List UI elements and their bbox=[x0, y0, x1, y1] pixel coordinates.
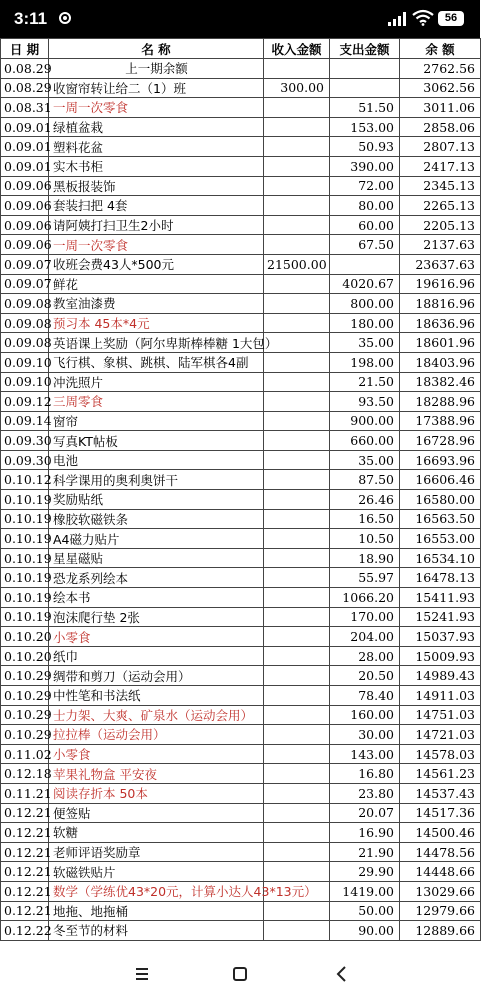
cell-income bbox=[264, 823, 330, 843]
cell-balance: 23637.63 bbox=[400, 254, 481, 274]
cell-expense: 78.40 bbox=[330, 686, 400, 706]
cell-balance: 16563.50 bbox=[400, 509, 481, 529]
cell-balance: 18288.96 bbox=[400, 392, 481, 412]
cell-expense: 51.50 bbox=[330, 98, 400, 118]
cell-expense: 26.46 bbox=[330, 490, 400, 510]
table-row bbox=[1, 176, 481, 196]
cell-balance: 17388.96 bbox=[400, 411, 481, 431]
cell-expense: 660.00 bbox=[330, 431, 400, 451]
table-row bbox=[1, 372, 481, 392]
cell-expense: 29.90 bbox=[330, 862, 400, 882]
cell-date: 0.12.22 bbox=[1, 921, 49, 941]
table-row bbox=[1, 842, 481, 862]
cell-income bbox=[264, 156, 330, 176]
table-row bbox=[1, 725, 481, 745]
cell-name: 套装扫把 4套 bbox=[49, 196, 264, 216]
cell-income bbox=[264, 98, 330, 118]
cell-date: 0.10.19 bbox=[1, 607, 49, 627]
cell-expense: 21.90 bbox=[330, 842, 400, 862]
cell-name: 绿植盆栽 bbox=[49, 117, 264, 137]
cell-balance: 16728.96 bbox=[400, 431, 481, 451]
table-row bbox=[1, 215, 481, 235]
table-row bbox=[1, 686, 481, 706]
cell-balance: 14561.23 bbox=[400, 764, 481, 784]
cell-balance: 18601.96 bbox=[400, 333, 481, 353]
cell-date: 0.09.14 bbox=[1, 411, 49, 431]
cell-income bbox=[264, 529, 330, 549]
cell-income bbox=[264, 411, 330, 431]
cell-income: 21500.00 bbox=[264, 254, 330, 274]
cell-expense: 35.00 bbox=[330, 450, 400, 470]
cell-name: 小零食 bbox=[49, 627, 264, 647]
cell-name: 电池 bbox=[49, 450, 264, 470]
cell-balance: 3011.06 bbox=[400, 98, 481, 118]
cell-name: 塑料花盆 bbox=[49, 137, 264, 157]
cell-date: 0.09.10 bbox=[1, 352, 49, 372]
cell-expense: 60.00 bbox=[330, 215, 400, 235]
cell-income bbox=[264, 196, 330, 216]
navigation-bar bbox=[0, 947, 480, 999]
table-row bbox=[1, 627, 481, 647]
ledger-table bbox=[0, 38, 481, 941]
table-row bbox=[1, 411, 481, 431]
cell-name: 地拖、地拖桶 bbox=[49, 901, 264, 921]
cell-date: 0.10.19 bbox=[1, 568, 49, 588]
cell-name: 预习本 45本*4元 bbox=[49, 313, 264, 333]
cell-expense: 93.50 bbox=[330, 392, 400, 412]
status-time: 3:11 bbox=[14, 9, 48, 28]
cell-income bbox=[264, 901, 330, 921]
cell-expense: 72.00 bbox=[330, 176, 400, 196]
header-date: 日 期 bbox=[1, 39, 49, 59]
cell-expense: 30.00 bbox=[330, 725, 400, 745]
table-row bbox=[1, 705, 481, 725]
cell-expense: 20.07 bbox=[330, 803, 400, 823]
table-row bbox=[1, 548, 481, 568]
header-expense: 支出金额 bbox=[330, 39, 400, 59]
cell-date: 0.10.20 bbox=[1, 646, 49, 666]
cell-balance: 15241.93 bbox=[400, 607, 481, 627]
cell-income bbox=[264, 666, 330, 686]
cell-date: 0.10.20 bbox=[1, 627, 49, 647]
cell-date: 0.12.21 bbox=[1, 862, 49, 882]
cell-balance: 16580.00 bbox=[400, 490, 481, 510]
cell-balance: 16553.00 bbox=[400, 529, 481, 549]
cell-date: 0.12.21 bbox=[1, 901, 49, 921]
cell-date: 0.10.19 bbox=[1, 490, 49, 510]
cell-expense: 18.90 bbox=[330, 548, 400, 568]
table-row bbox=[1, 392, 481, 412]
cell-name: 飞行棋、象棋、跳棋、陆军棋各4副 bbox=[49, 352, 264, 372]
cell-name: 士力架、大爽、矿泉水（运动会用） bbox=[49, 705, 264, 725]
cell-balance: 14500.46 bbox=[400, 823, 481, 843]
cell-date: 0.10.19 bbox=[1, 548, 49, 568]
cell-date: 0.08.29 bbox=[1, 59, 49, 79]
cell-date: 0.11.21 bbox=[1, 783, 49, 803]
cell-name: 收班会费43人*500元 bbox=[49, 254, 264, 274]
cell-income bbox=[264, 725, 330, 745]
signal-icon bbox=[388, 12, 408, 26]
cell-income bbox=[264, 627, 330, 647]
table-row bbox=[1, 450, 481, 470]
cell-expense: 143.00 bbox=[330, 744, 400, 764]
cell-name: 星星磁贴 bbox=[49, 548, 264, 568]
table-row bbox=[1, 529, 481, 549]
table-row bbox=[1, 156, 481, 176]
table-row bbox=[1, 470, 481, 490]
cell-balance: 14751.03 bbox=[400, 705, 481, 725]
cell-name: 冬至节的材料 bbox=[49, 921, 264, 941]
table-row bbox=[1, 98, 481, 118]
table-row bbox=[1, 607, 481, 627]
cell-name: 窗帘 bbox=[49, 411, 264, 431]
table-row bbox=[1, 137, 481, 157]
cell-date: 0.09.07 bbox=[1, 254, 49, 274]
cell-date: 0.09.01 bbox=[1, 117, 49, 137]
home-icon[interactable] bbox=[229, 963, 251, 985]
cell-name: A4磁力贴片 bbox=[49, 529, 264, 549]
cell-balance: 14517.36 bbox=[400, 803, 481, 823]
cell-expense: 900.00 bbox=[330, 411, 400, 431]
cell-expense bbox=[330, 59, 400, 79]
table-row bbox=[1, 117, 481, 137]
cell-expense: 87.50 bbox=[330, 470, 400, 490]
table-row bbox=[1, 490, 481, 510]
cell-income bbox=[264, 548, 330, 568]
cell-name: 鲜花 bbox=[49, 274, 264, 294]
cell-expense: 153.00 bbox=[330, 117, 400, 137]
menu-icon[interactable] bbox=[131, 963, 153, 985]
cell-income bbox=[264, 372, 330, 392]
cell-date: 0.09.12 bbox=[1, 392, 49, 412]
cell-date: 0.09.30 bbox=[1, 431, 49, 451]
cell-name: 一周一次零食 bbox=[49, 98, 264, 118]
cell-date: 0.12.21 bbox=[1, 881, 49, 901]
cell-date: 0.08.29 bbox=[1, 78, 49, 98]
cell-name: 三周零食 bbox=[49, 392, 264, 412]
cell-date: 0.10.19 bbox=[1, 509, 49, 529]
cell-expense: 28.00 bbox=[330, 646, 400, 666]
table-row bbox=[1, 59, 481, 79]
cell-balance: 3062.56 bbox=[400, 78, 481, 98]
cell-balance: 14537.43 bbox=[400, 783, 481, 803]
cell-balance: 2762.56 bbox=[400, 59, 481, 79]
cell-date: 0.10.29 bbox=[1, 725, 49, 745]
table-row bbox=[1, 666, 481, 686]
cell-date: 0.12.21 bbox=[1, 823, 49, 843]
cell-expense: 180.00 bbox=[330, 313, 400, 333]
table-header-row bbox=[1, 39, 481, 59]
cell-name: 软糖 bbox=[49, 823, 264, 843]
cell-date: 0.11.02 bbox=[1, 744, 49, 764]
header-name: 名 称 bbox=[49, 39, 264, 59]
cell-balance: 18382.46 bbox=[400, 372, 481, 392]
table-row bbox=[1, 862, 481, 882]
cell-expense: 23.80 bbox=[330, 783, 400, 803]
cell-expense: 204.00 bbox=[330, 627, 400, 647]
cell-name: 收窗帘转让给二（1）班 bbox=[49, 78, 264, 98]
cell-balance: 2205.13 bbox=[400, 215, 481, 235]
cell-balance: 2858.06 bbox=[400, 117, 481, 137]
cell-balance: 18636.96 bbox=[400, 313, 481, 333]
cell-income bbox=[264, 646, 330, 666]
cell-date: 0.10.29 bbox=[1, 666, 49, 686]
table-row bbox=[1, 568, 481, 588]
cell-income bbox=[264, 215, 330, 235]
cell-balance: 16534.10 bbox=[400, 548, 481, 568]
cell-name: 教室油漆费 bbox=[49, 294, 264, 314]
ledger-body bbox=[1, 59, 481, 941]
cell-name: 奖励贴纸 bbox=[49, 490, 264, 510]
cell-balance: 14721.03 bbox=[400, 725, 481, 745]
cell-date: 0.09.06 bbox=[1, 215, 49, 235]
cell-balance: 14448.66 bbox=[400, 862, 481, 882]
cell-expense bbox=[330, 78, 400, 98]
cell-date: 0.10.19 bbox=[1, 588, 49, 608]
cell-balance: 14911.03 bbox=[400, 686, 481, 706]
cell-income bbox=[264, 588, 330, 608]
cell-balance: 2345.13 bbox=[400, 176, 481, 196]
cell-income bbox=[264, 509, 330, 529]
cell-name: 绘本书 bbox=[49, 588, 264, 608]
notification-icon bbox=[58, 11, 72, 25]
cell-expense: 16.50 bbox=[330, 509, 400, 529]
cell-income bbox=[264, 803, 330, 823]
cell-expense: 35.00 bbox=[330, 333, 400, 353]
cell-income bbox=[264, 313, 330, 333]
cell-balance: 16606.46 bbox=[400, 470, 481, 490]
cell-name: 写真KT帖板 bbox=[49, 431, 264, 451]
table-row bbox=[1, 588, 481, 608]
cell-income bbox=[264, 450, 330, 470]
cell-expense: 21.50 bbox=[330, 372, 400, 392]
cell-date: 0.08.31 bbox=[1, 98, 49, 118]
back-icon[interactable] bbox=[331, 963, 353, 985]
cell-date: 0.10.29 bbox=[1, 705, 49, 725]
cell-balance: 15009.93 bbox=[400, 646, 481, 666]
cell-expense: 390.00 bbox=[330, 156, 400, 176]
cell-name: 科学课用的奥利奥饼干 bbox=[49, 470, 264, 490]
table-row bbox=[1, 783, 481, 803]
cell-balance: 2807.13 bbox=[400, 137, 481, 157]
cell-balance: 18403.96 bbox=[400, 352, 481, 372]
cell-date: 0.09.08 bbox=[1, 294, 49, 314]
cell-name: 实木书柜 bbox=[49, 156, 264, 176]
cell-income bbox=[264, 59, 330, 79]
cell-balance: 14478.56 bbox=[400, 842, 481, 862]
cell-balance: 16693.96 bbox=[400, 450, 481, 470]
cell-name: 中性笔和书法纸 bbox=[49, 686, 264, 706]
cell-expense: 50.00 bbox=[330, 901, 400, 921]
table-row bbox=[1, 744, 481, 764]
cell-expense: 160.00 bbox=[330, 705, 400, 725]
cell-expense: 10.50 bbox=[330, 529, 400, 549]
cell-income bbox=[264, 235, 330, 255]
cell-balance: 15411.93 bbox=[400, 588, 481, 608]
cell-balance: 19616.96 bbox=[400, 274, 481, 294]
cell-name: 请阿姨打扫卫生2小时 bbox=[49, 215, 264, 235]
cell-expense: 1066.20 bbox=[330, 588, 400, 608]
cell-expense: 67.50 bbox=[330, 235, 400, 255]
cell-name: 纸巾 bbox=[49, 646, 264, 666]
cell-income bbox=[264, 686, 330, 706]
cell-name: 恐龙系列绘本 bbox=[49, 568, 264, 588]
cell-date: 0.09.08 bbox=[1, 333, 49, 353]
table-row bbox=[1, 78, 481, 98]
table-row bbox=[1, 274, 481, 294]
cell-income: 300.00 bbox=[264, 78, 330, 98]
table-row bbox=[1, 254, 481, 274]
cell-expense: 170.00 bbox=[330, 607, 400, 627]
cell-income bbox=[264, 431, 330, 451]
cell-balance: 14989.43 bbox=[400, 666, 481, 686]
cell-balance: 2137.63 bbox=[400, 235, 481, 255]
cell-income bbox=[264, 862, 330, 882]
cell-expense: 1419.00 bbox=[330, 881, 400, 901]
cell-balance: 18816.96 bbox=[400, 294, 481, 314]
table-row bbox=[1, 901, 481, 921]
cell-name: 上一期余额 bbox=[49, 59, 264, 79]
cell-balance: 14578.03 bbox=[400, 744, 481, 764]
cell-income bbox=[264, 783, 330, 803]
cell-date: 0.10.29 bbox=[1, 686, 49, 706]
wifi-icon bbox=[412, 10, 434, 26]
cell-date: 0.09.10 bbox=[1, 372, 49, 392]
cell-income bbox=[264, 392, 330, 412]
cell-income bbox=[264, 117, 330, 137]
cell-balance: 16478.13 bbox=[400, 568, 481, 588]
table-row bbox=[1, 294, 481, 314]
table-row bbox=[1, 431, 481, 451]
table-row bbox=[1, 352, 481, 372]
table-row bbox=[1, 313, 481, 333]
cell-income bbox=[264, 842, 330, 862]
cell-date: 0.12.21 bbox=[1, 803, 49, 823]
cell-income bbox=[264, 137, 330, 157]
cell-income bbox=[264, 352, 330, 372]
cell-name: 橡胶软磁铁条 bbox=[49, 509, 264, 529]
cell-name: 一周一次零食 bbox=[49, 235, 264, 255]
header-income: 收入金额 bbox=[264, 39, 330, 59]
table-row bbox=[1, 764, 481, 784]
cell-expense: 80.00 bbox=[330, 196, 400, 216]
cell-income bbox=[264, 470, 330, 490]
cell-balance: 2417.13 bbox=[400, 156, 481, 176]
cell-date: 0.12.21 bbox=[1, 842, 49, 862]
cell-expense: 20.50 bbox=[330, 666, 400, 686]
cell-name: 泡沫爬行垫 2张 bbox=[49, 607, 264, 627]
cell-name: 冲洗照片 bbox=[49, 372, 264, 392]
cell-expense: 16.80 bbox=[330, 764, 400, 784]
cell-name: 黑板报装饰 bbox=[49, 176, 264, 196]
cell-expense: 198.00 bbox=[330, 352, 400, 372]
cell-expense: 4020.67 bbox=[330, 274, 400, 294]
table-row bbox=[1, 921, 481, 941]
cell-income bbox=[264, 568, 330, 588]
cell-date: 0.09.06 bbox=[1, 235, 49, 255]
cell-expense: 50.93 bbox=[330, 137, 400, 157]
cell-income bbox=[264, 176, 330, 196]
cell-income bbox=[264, 490, 330, 510]
cell-date: 0.09.07 bbox=[1, 274, 49, 294]
cell-name: 软磁铁贴片 bbox=[49, 862, 264, 882]
cell-balance: 12889.66 bbox=[400, 921, 481, 941]
cell-income bbox=[264, 764, 330, 784]
cell-balance: 15037.93 bbox=[400, 627, 481, 647]
cell-name: 英语课上奖励（阿尔卑斯棒棒糖 1大包） bbox=[49, 333, 264, 353]
cell-name: 老师评语奖励章 bbox=[49, 842, 264, 862]
cell-name: 小零食 bbox=[49, 744, 264, 764]
table-row bbox=[1, 646, 481, 666]
cell-name: 苹果礼物盒 平安夜 bbox=[49, 764, 264, 784]
cell-date: 0.09.06 bbox=[1, 196, 49, 216]
cell-date: 0.09.08 bbox=[1, 313, 49, 333]
status-bar bbox=[0, 0, 480, 38]
cell-income bbox=[264, 274, 330, 294]
cell-expense: 90.00 bbox=[330, 921, 400, 941]
cell-balance: 13029.66 bbox=[400, 881, 481, 901]
cell-balance: 2265.13 bbox=[400, 196, 481, 216]
battery-icon: 56 bbox=[438, 11, 464, 26]
table-row bbox=[1, 333, 481, 353]
cell-expense bbox=[330, 254, 400, 274]
cell-date: 0.10.19 bbox=[1, 529, 49, 549]
cell-income bbox=[264, 744, 330, 764]
cell-expense: 800.00 bbox=[330, 294, 400, 314]
header-balance: 余 额 bbox=[400, 39, 481, 59]
cell-date: 0.09.01 bbox=[1, 137, 49, 157]
cell-date: 0.09.06 bbox=[1, 176, 49, 196]
cell-income bbox=[264, 921, 330, 941]
cell-date: 0.09.01 bbox=[1, 156, 49, 176]
cell-name: 便签贴 bbox=[49, 803, 264, 823]
cell-income bbox=[264, 294, 330, 314]
cell-income bbox=[264, 607, 330, 627]
cell-date: 0.12.18 bbox=[1, 764, 49, 784]
cell-name: 数学（学练优43*20元，计算小达人43*13元） bbox=[49, 881, 264, 901]
cell-name: 阅读存折本 50本 bbox=[49, 783, 264, 803]
table-row bbox=[1, 803, 481, 823]
table-row bbox=[1, 196, 481, 216]
cell-expense: 55.97 bbox=[330, 568, 400, 588]
table-row bbox=[1, 881, 481, 901]
cell-income bbox=[264, 705, 330, 725]
cell-name: 拉拉棒（运动会用） bbox=[49, 725, 264, 745]
table-row bbox=[1, 509, 481, 529]
cell-date: 0.10.12 bbox=[1, 470, 49, 490]
cell-balance: 12979.66 bbox=[400, 901, 481, 921]
cell-expense: 16.90 bbox=[330, 823, 400, 843]
cell-name: 绸带和剪刀（运动会用） bbox=[49, 666, 264, 686]
table-row bbox=[1, 823, 481, 843]
table-row bbox=[1, 235, 481, 255]
cell-date: 0.09.30 bbox=[1, 450, 49, 470]
